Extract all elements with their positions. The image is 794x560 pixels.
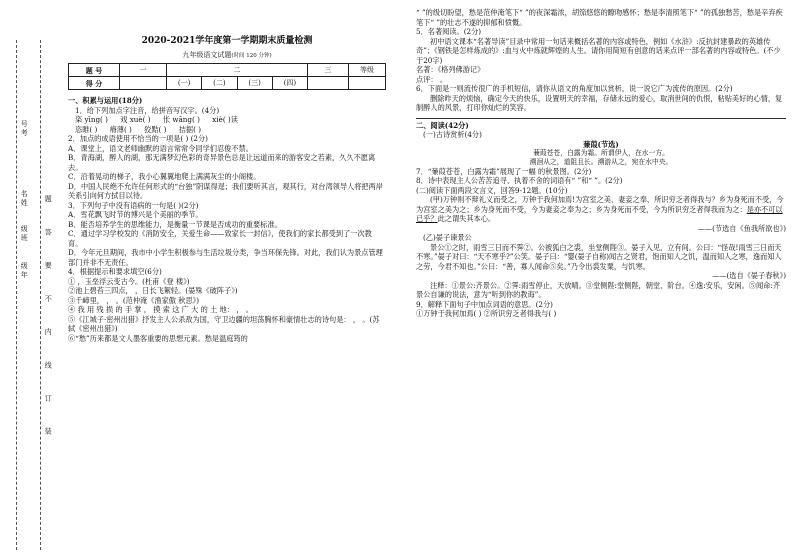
option-a: A．雪花飘飞时节的博兴是个美丽的季节。 (68, 210, 203, 220)
score-header-cell: 等级 (349, 64, 386, 77)
pinyin-row (68, 125, 386, 135)
pinyin-item: 栥 yīng( ) (75, 115, 108, 125)
fill-item: ④ 我 用 残 损 的 手 掌 ， 摸 索 这 广 大 的 土 地： ， 。 (68, 305, 253, 315)
cut-line-inner (40, 40, 41, 550)
poem-line: 溯洄从之，道阻且长。溯游从之，宛在水中央。 (529, 157, 673, 166)
score-cell[interactable] (120, 77, 167, 90)
pinyin-item: 拮据( ) (178, 124, 202, 134)
binding-margin (0, 0, 62, 560)
question-1: 1．给下列加点字注音，给拼音写汉字。(4分) (75, 105, 220, 115)
poem-title: 蒹葭(节选) (583, 139, 619, 149)
question-6: 6．下面是一则流传很广的手机短信，请你从语文的角度加以赏析，说一说它广为流传的原因。(2分) (416, 84, 733, 93)
fill-item: ②池上碧苔三四点， ，日长飞絮轻。(晏殊《破阵子》) (68, 286, 238, 296)
question-4: 4．根据提示和要求填空(6分) (68, 267, 162, 277)
sorrow-fill-continued: “ ”的级切盼望，愁是范仲淹笔下“ ”的夜深霜浓，胡笳悠悠的瞭吻感怀；愁是李清照笔下“ ”的孤独愁苦，愁是辛弃疾笔下“ ”的壮志不遂的抑郁和愤慨。 (416, 8, 783, 27)
option-a: A．课堂上，语文老师幽默的语言常常令同学们忍俊不禁。 (68, 143, 253, 153)
book-name: 名著：《格列佛游记》 (416, 65, 485, 74)
option-b: B．能否培养学生的思维能力，是衡量一节课是否成功的重要标准。 (68, 219, 282, 229)
question-7: 7．“蒹葭苍苍，白露为霜”展现了一幅 的秋景图。(2分) (416, 166, 592, 176)
score-part-cell: (一) (167, 77, 202, 90)
fill-item: ⑤《江城子·密州出猎》抒发主人公杀敌为国，守卫边疆的坦荡胸怀和豪情壮志的诗句是： ， 。(苏轼《密州出猎》) (68, 314, 380, 334)
option-c: C．通过学习学校发的《消防安全，关爱生命——致家长一封信》，使我们的家长都受到了一次教育。 (68, 229, 372, 248)
score-part-cell: (三) (237, 77, 272, 90)
pinyin-item: 戏 xuè( ) (120, 115, 151, 125)
passage-b-title: (乙)晏子谏景公 (423, 233, 472, 243)
annotations: 注释：①景公:齐景公。②霁:雨雪停止，天放晴。③堂侧陛:堂侧陛，朝堂、阶台。④逸:安乐，安闲。⑤闻命:齐景公自谦的说法，意为“听到你的教诲”。 (416, 280, 780, 300)
score-header-cell: 三 (308, 64, 349, 77)
passage-a-end: 此之谓失其本心。 (437, 214, 496, 224)
fill-item: ③千嶂里， ， 。(范仲淹《渔家傲 秋思》) (68, 295, 200, 305)
section-heading: 二、阅读(42分) (416, 120, 469, 130)
passage-a (416, 195, 786, 224)
option-d: D．中国人民绝不允许任何形式的“台独”阴谋得逞；我们要听其言，观其行，对台湾领导人将把两岸关系引向何方拭目以待。 (68, 181, 383, 201)
question-9: 9．解释下面句子中加点词语的意思。(2分) (416, 299, 553, 309)
passage-a-text: (甲)万钟则不辩礼义而受之，万钟于我何加焉!为宫室之美、妻妾之奉、所识穷乏者得我与？乡为身死而不受，今为宫室之美为之；乡为身死而不受，今为妻妾之奉为之；乡为身死而不受，今为所识穷乏者得我而为之： (416, 195, 784, 214)
option-b: B．青海湖，醉人的湖，那无满梦幻色彩的奇异景色总是让远道而来的游客安之若素，久久不愿离去。 (68, 153, 376, 172)
question-9-items: ①万钟于我何加焉( ) ②所识穷乏者得我与( ) (416, 309, 557, 319)
score-cell[interactable] (308, 77, 349, 90)
fill-item: ① ，玉垒浮云变古今。(杜甫《登 楼》) (68, 276, 190, 286)
option-d: D．今年元旦期间，我市中小学生积极参与生活垃圾分类，争当环保先锋。对此，我们认为景点管理部门并非不无责任。 (68, 248, 383, 267)
score-header-cell: 题 号 (69, 64, 120, 77)
pinyin-item: 瘠薄( ) (109, 124, 132, 134)
right-column (416, 8, 786, 319)
question-8: 8．诗中表现主人公苦苦追寻、执着不舍的词语有“ ”和“ ”。(2分) (416, 176, 623, 186)
time-note: (时间 120 分钟) (231, 52, 272, 59)
sms-text: 删除昨天的烦恼，确定今天的快乐，设置明天的幸福，存储永远的爱心，取消世间的仇恨，粘贴美好的心情，复制醉人的风景，打印你灿烂的笑容。 (416, 93, 783, 112)
fill-item: ⑥“愁”历来都是文人墨客重要的思想元素。愁是温庭筠的 (68, 333, 248, 343)
exam-id-label: 号考 (20, 120, 29, 138)
score-part-cell: (四) (272, 77, 307, 90)
passage-source: ——(节选自《鱼我所欲也》) (697, 223, 786, 233)
question-5: 5．名著阅读。(2分) (416, 27, 482, 36)
question-3: 3．下列句子中没有语病的一句是( )(2分) (68, 200, 199, 210)
book-review-line: 点评： 。 (416, 74, 448, 84)
no-answer-notice: 题 答 要 不 内 线 订 装 (44, 195, 53, 447)
passage-source: ——(选自《晏子春秋》) (712, 271, 786, 281)
score-header-cell: 一 (120, 64, 167, 77)
exam-subtitle (68, 51, 386, 60)
grade-label: 级年 (20, 262, 29, 280)
question-5-body: 初中语文课本“名著导读”目录中常用一句话来概括名著的内容或特色，例如《水浒》:反抗封建暴政的英雄传奇”；《钢铁是怎样炼成的》:血与火中炼就辉煌的人生。请你用简短有创意的话来点评一部名著的内容或特色。(不少于20字) (416, 36, 781, 65)
subject-label: 九年级语文试题 (182, 50, 232, 59)
pinyin-item: xiè( )读 (212, 115, 238, 125)
page-title: 2020-2021学年度第一学期期末质量检测 (141, 36, 313, 46)
divider (416, 118, 786, 119)
pinyin-item: 狡黠( ) (144, 124, 167, 134)
score-table-score-row (69, 77, 386, 90)
option-c: C．沿着晃动的梯子，我小心翼翼地爬上满满灰尘的小阁楼。 (68, 172, 261, 182)
score-row-label: 得 分 (69, 77, 120, 90)
passage-b: 景公①之时，雨雪三日而不霁②。公被狐白之裘，坐堂侧陛③。晏子入见，立有间。公曰：“怪哉!雨雪三日而天不寒。”晏子对曰：“天不寒乎?”公笑。晏子曰：“婴(晏子自称)闻古之贤君，饱而知人之饥，温而知人之寒，逸而知人之劳，今君不知也。”公曰：“善，寡人闻命⑤矣。”乃令出裘发粟，与饥寒。 (416, 242, 782, 271)
question-2: 2．加点的成语使用不恰当的一项是( ) (2分) (68, 134, 208, 144)
class-label: 级班 (20, 225, 29, 243)
underlined-sentence: 是亦不可以已乎？ (416, 204, 783, 224)
pinyin-item: 恣睢( ) (75, 124, 98, 134)
score-table-header-row (69, 64, 386, 77)
left-column (68, 36, 386, 343)
poem-line: 蒹葭苍苍，白露为霜。所谓伊人，在水一方。 (533, 149, 669, 157)
score-part-cell: (二) (202, 77, 237, 90)
name-label: 名姓 (20, 190, 29, 208)
subsection-heading: (一)古诗赏析(4分) (423, 130, 482, 139)
pinyin-item: 伥 wāng( ) (162, 115, 200, 125)
pinyin-row (68, 115, 386, 125)
subsection-heading: (二)阅读下面两段文言文，回答9-12题。(10分) (416, 185, 568, 195)
score-cell[interactable] (349, 77, 386, 90)
score-table (68, 63, 386, 90)
cut-line-outer (16, 40, 17, 550)
section-heading: 一、积累与运用(18分) (68, 96, 143, 106)
score-header-cell: 二 (167, 64, 308, 77)
